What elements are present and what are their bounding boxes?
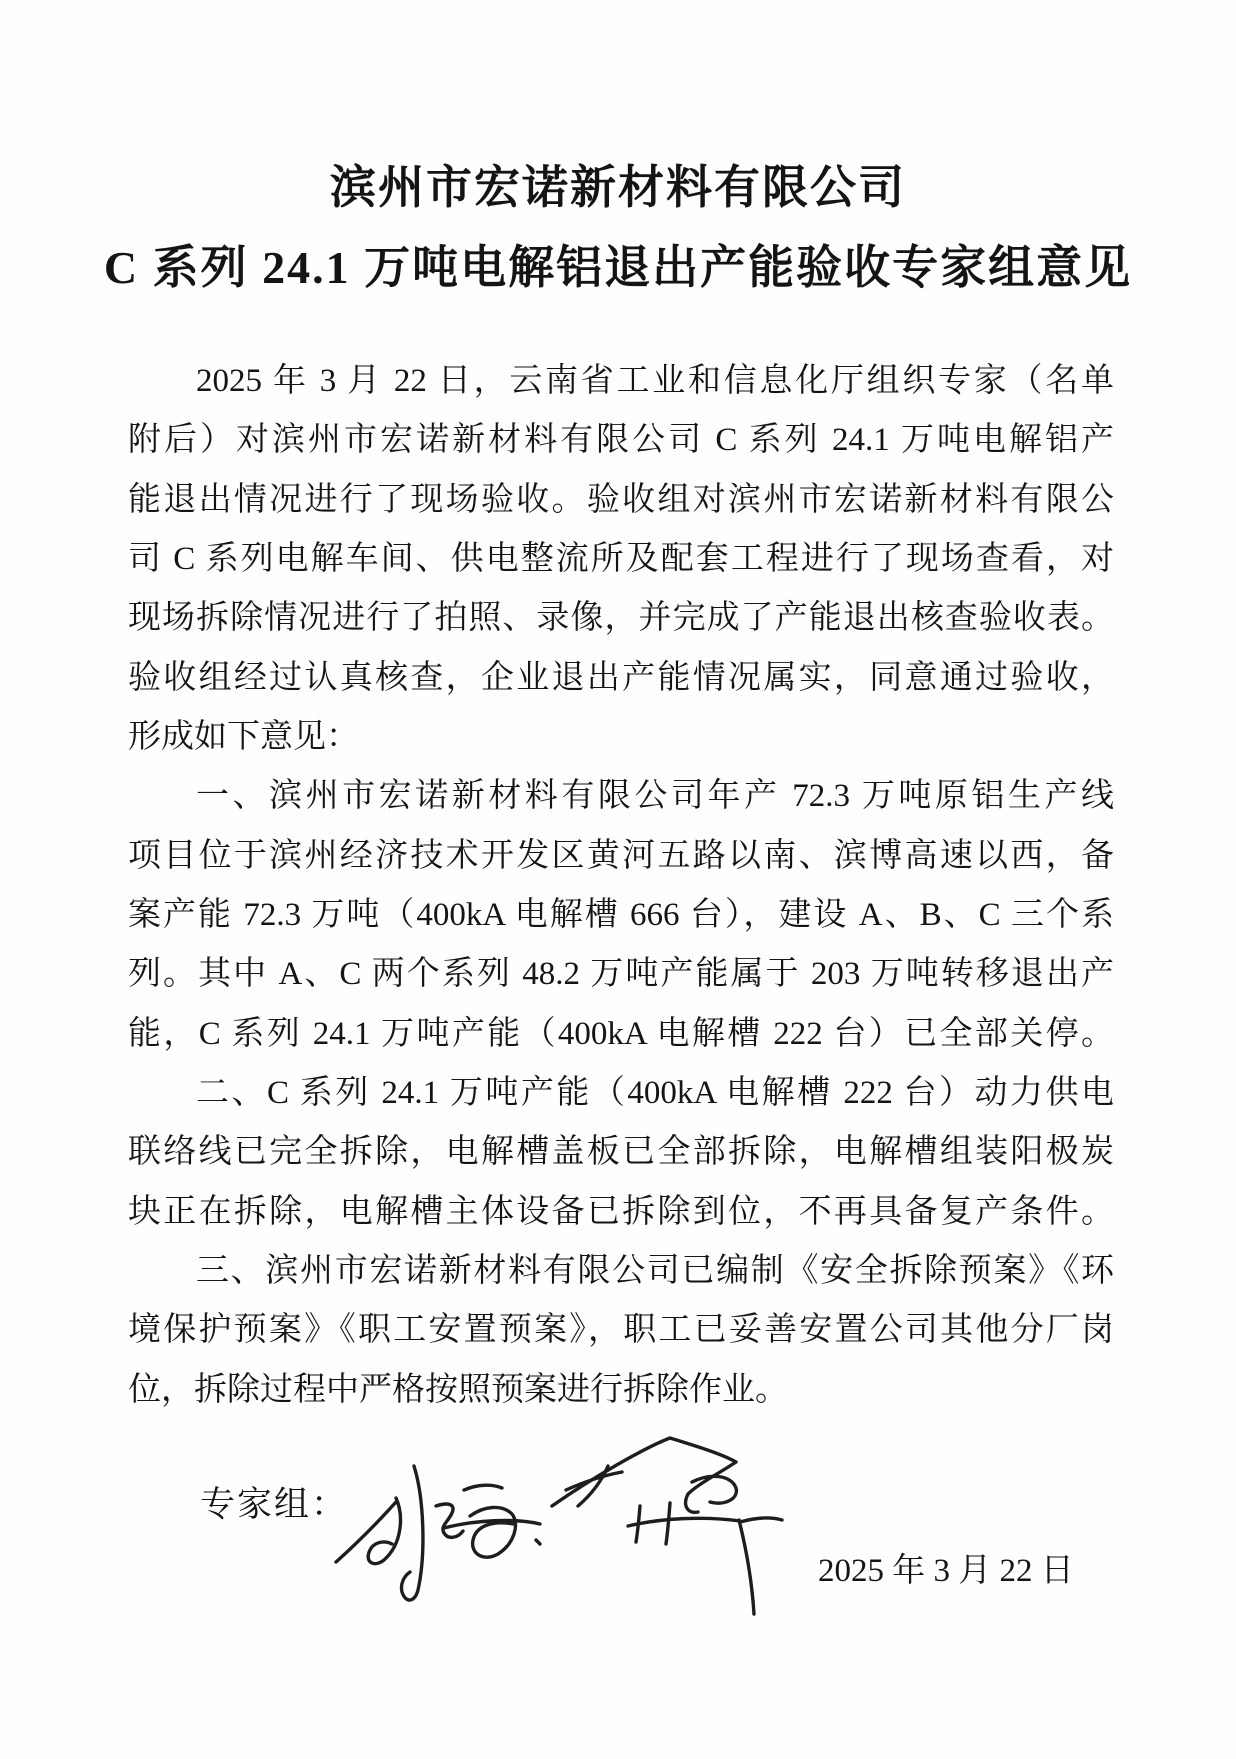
- document-line: 项目位于滨州经济技术开发区黄河五路以南、滨博高速以西，备: [128, 837, 1114, 874]
- document-line: 案产能 72.3 万吨（400kA 电解槽 666 台），建设 A、B、C 三个系: [128, 896, 1114, 933]
- document-line: 现场拆除情况进行了拍照、录像，并完成了产能退出核查验收表。: [128, 600, 1114, 637]
- document-line: 块正在拆除，电解槽主体设备已拆除到位，不再具备复产条件。: [128, 1193, 1114, 1230]
- signature-1: [336, 1466, 540, 1600]
- document-line: 一、滨州市宏诺新材料有限公司年产 72.3 万吨原铝生产线: [196, 778, 1114, 815]
- document-line: 二、C 系列 24.1 万吨产能（400kA 电解槽 222 台）动力供电: [196, 1074, 1114, 1111]
- expert-group-label: 专家组：: [200, 1485, 349, 1524]
- document-line: 能退出情况进行了现场验收。验收组对滨州市宏诺新材料有限公: [128, 481, 1114, 518]
- document-date: 2025 年 3 月 22 日: [818, 1553, 1074, 1589]
- document-line: 位，拆除过程中严格按照预案进行拆除作业。: [128, 1371, 788, 1408]
- document-line: 三、滨州市宏诺新材料有限公司已编制《安全拆除预案》《环: [196, 1252, 1114, 1289]
- document-line: 司 C 系列电解车间、供电整流所及配套工程进行了现场查看，对: [128, 540, 1114, 577]
- document-title-line1: 滨州市宏诺新材料有限公司: [330, 162, 906, 213]
- document-line: 2025 年 3 月 22 日，云南省工业和信息化厅组织专家（名单: [196, 363, 1114, 399]
- document-line: 形成如下意见：: [128, 718, 359, 755]
- document-line: 境保护预案》《职工安置预案》，职工已妥善安置公司其他分厂岗: [128, 1312, 1114, 1349]
- document-line: 附后）对滨州市宏诺新材料有限公司 C 系列 24.1 万吨电解铝产: [128, 422, 1114, 459]
- document-body: [128, 352, 1114, 1420]
- document-line: 联络线已完全拆除，电解槽盖板已全部拆除，电解槽组装阳极炭: [128, 1134, 1114, 1171]
- document-line: 能，C 系列 24.1 万吨产能（400kA 电解槽 222 台）已全部关停。: [128, 1015, 1114, 1052]
- document-line: 验收组经过认真核查，企业退出产能情况属实，同意通过验收，: [128, 659, 1114, 696]
- document-line: 列。其中 A、C 两个系列 48.2 万吨产能属于 203 万吨转移退出产: [128, 956, 1114, 993]
- signature-2: [552, 1438, 782, 1614]
- document-title-line2: C 系列 24.1 万吨电解铝退出产能验收专家组意见: [103, 242, 1133, 293]
